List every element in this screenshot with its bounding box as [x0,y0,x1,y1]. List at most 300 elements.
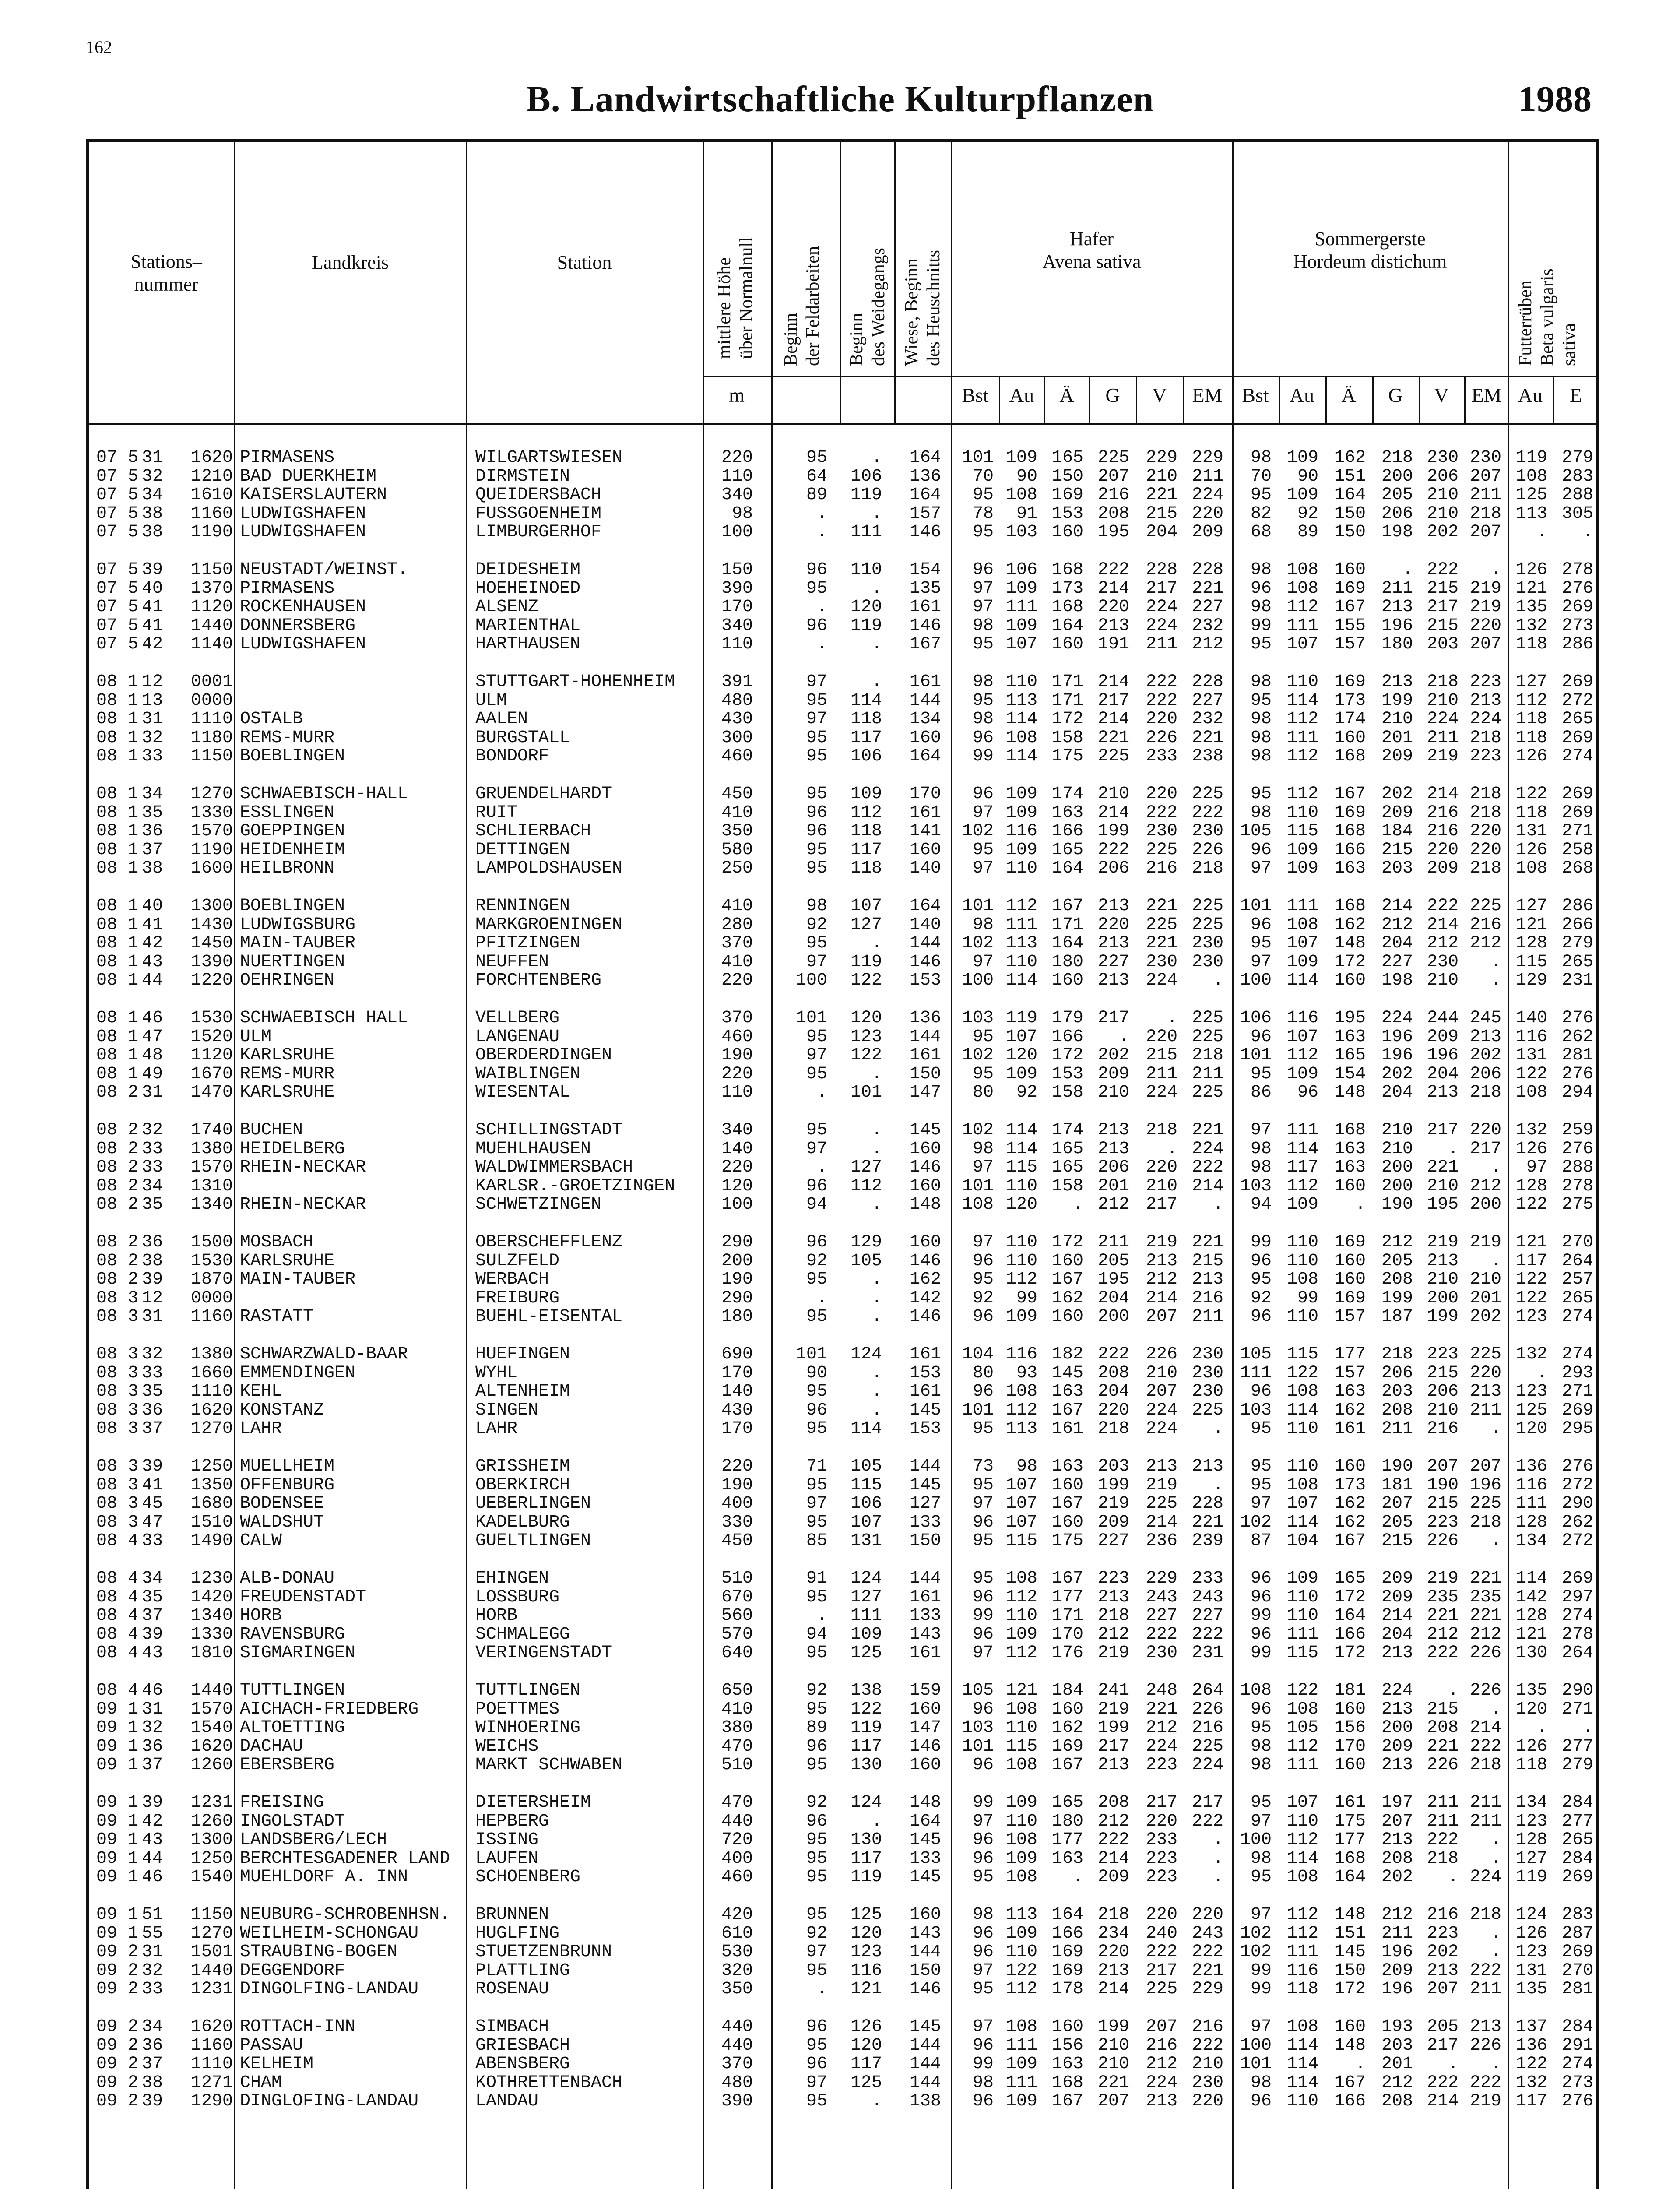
cell-hafer-g: 227 [1097,952,1129,972]
cell-n4: 1230 [190,1569,233,1588]
table-row [0,859,1680,878]
cell-h: 370 [721,933,753,954]
cell-hafer-ae: 158 [1051,1176,1083,1196]
cell-gerste-ae: 167 [1334,597,1366,617]
cell-hafer-em: 211 [1191,1307,1223,1327]
header-weidegang: Beginn des Weidegangs [847,248,889,366]
cell-n1: 08 [96,1027,117,1047]
cell-n4: 1310 [190,1176,233,1196]
cell-hafer-ae: 160 [1051,1512,1083,1532]
cell-station: GUELTLINGEN [475,1531,591,1551]
cell-gerste-g: 201 [1381,728,1413,748]
cell-rueben-au: 134 [1515,1531,1547,1551]
cell-n2: 4 [127,1606,138,1626]
cell-rueben-au: 120 [1515,1419,1547,1439]
cell-n3: 33 [141,1531,163,1551]
cell-gerste-au: 109 [1286,485,1318,505]
cell-gerste-ae: 169 [1334,1232,1366,1252]
cell-gerste-bst: 95 [1250,485,1272,505]
cell-gerste-em: 222 [1469,2073,1501,2093]
cell-gerste-v: 244 [1427,1008,1459,1028]
cell-n2: 2 [127,2054,138,2074]
cell-h: 460 [721,1027,753,1047]
cell-hafer-em: 212 [1191,634,1223,655]
cell-hafer-ae: 169 [1051,1736,1083,1756]
cell-gerste-bst: 100 [1240,1830,1272,1850]
cell-station: KARLSR.-GROETZINGEN [475,1176,675,1196]
cell-h: 380 [721,1718,753,1738]
cell-n4: 0000 [190,1288,233,1308]
cell-n1: 08 [96,1606,117,1626]
cell-hafer-v: 224 [1146,597,1177,617]
table-row [0,822,1680,841]
cell-gerste-au: 115 [1286,821,1318,841]
cell-wg: 109 [850,1624,882,1644]
cell-fa: . [816,522,827,542]
cell-n1: 08 [96,1624,117,1644]
page-year: 1988 [1518,79,1592,120]
cell-gerste-bst: 98 [1250,597,1272,617]
cell-fa: 95 [806,1905,827,1925]
cell-gerste-au: 112 [1286,1923,1318,1943]
cell-hs: 142 [909,1288,941,1308]
cell-rueben-au: 125 [1515,485,1547,505]
cell-gerste-bst: 98 [1250,802,1272,823]
cell-hs: 147 [909,1083,941,1103]
cell-rueben-e: 268 [1561,859,1593,879]
cell-gerste-au: 112 [1286,1905,1318,1925]
cell-gerste-em: . [1490,1251,1501,1271]
cell-n2: 4 [127,1624,138,1644]
cell-fa: . [816,1083,827,1103]
cell-hafer-au: 92 [1016,1083,1037,1103]
cell-gerste-bst: 105 [1240,821,1272,841]
cell-h: 250 [721,859,753,879]
cell-rueben-e: 288 [1561,1158,1593,1178]
cell-gerste-v: 217 [1427,1120,1459,1140]
cell-hafer-bst: 70 [972,466,994,486]
cell-gerste-bst: 86 [1250,1083,1272,1103]
cell-rueben-e: 275 [1561,1195,1593,1215]
cell-n2: 1 [127,1008,138,1028]
cell-hs: 157 [909,503,941,524]
cell-fa: 95 [806,859,827,879]
cell-n4: 1190 [190,522,233,542]
cell-hafer-au: 109 [1005,1624,1037,1644]
cell-wg: 106 [850,466,882,486]
cell-rueben-e: 305 [1561,503,1593,524]
cell-gerste-v: 235 [1427,1587,1459,1607]
cell-gerste-au: 110 [1286,1232,1318,1252]
cell-rueben-au: 122 [1515,1195,1547,1215]
cell-n1: 08 [96,896,117,916]
cell-hafer-v: 215 [1146,503,1177,524]
cell-hafer-em: 225 [1191,784,1223,804]
cell-n4: 1330 [190,802,233,823]
cell-rueben-au: 121 [1515,1624,1547,1644]
cell-hafer-au: 114 [1005,746,1037,767]
cell-hafer-ae: 164 [1051,1905,1083,1925]
cell-n2: 1 [127,1027,138,1047]
cell-landkreis: OSTALB [240,709,303,729]
cell-hafer-g: 210 [1097,1083,1129,1103]
cell-fa: 96 [806,560,827,580]
cell-n2: 5 [127,616,138,636]
cell-n2: 1 [127,1718,138,1738]
cell-gerste-ae: 172 [1334,1643,1366,1663]
cell-n4: 1231 [190,1793,233,1812]
cell-rueben-au: 117 [1515,2091,1547,2112]
cell-gerste-bst: 95 [1250,1419,1272,1439]
cell-n1: 08 [96,952,117,972]
cell-rueben-e: 265 [1561,952,1593,972]
cell-gerste-ae: 163 [1334,859,1366,879]
cell-hafer-au: 107 [1005,1027,1037,1047]
cell-landkreis: RHEIN-NECKAR [240,1195,366,1215]
cell-hs: 161 [909,1643,941,1663]
cell-n2: 2 [127,2035,138,2055]
cell-gerste-em: . [1490,971,1501,991]
cell-n4: 1150 [190,560,233,580]
cell-n4: 1501 [190,1942,233,1962]
cell-wg: . [871,448,882,468]
cell-landkreis: DINGOLFING-LANDAU [240,1979,419,1999]
cell-n1: 08 [96,1681,117,1700]
cell-station: KOTHRETTENBACH [475,2073,623,2093]
table-row [0,635,1680,654]
cell-hs: 164 [909,485,941,505]
cell-h: 190 [721,1045,753,1066]
cell-gerste-bst: 96 [1250,2091,1272,2112]
cell-hafer-g: 206 [1097,1158,1129,1178]
cell-hafer-em: 220 [1191,503,1223,524]
cell-n2: 1 [127,1755,138,1775]
cell-gerste-v: 216 [1427,821,1459,841]
cell-gerste-v: 212 [1427,1624,1459,1644]
cell-gerste-v: 223 [1427,1512,1459,1532]
cell-station: RUIT [475,802,518,823]
cell-rueben-au: 116 [1515,1027,1547,1047]
cell-h: 350 [721,821,753,841]
cell-wg: 117 [850,1848,882,1869]
cell-gerste-em: 202 [1469,1307,1501,1327]
cell-gerste-v: 210 [1427,503,1459,524]
cell-landkreis: RASTATT [240,1307,314,1327]
cell-hafer-g: 213 [1097,1139,1129,1159]
cell-hafer-em: 225 [1191,1400,1223,1420]
cell-gerste-au: 105 [1286,1718,1318,1738]
cell-hafer-ae: 177 [1051,1587,1083,1607]
cell-gerste-ae: . [1355,1195,1366,1215]
cell-hafer-em: . [1213,1830,1223,1850]
cell-hafer-ae: 163 [1051,1848,1083,1869]
cell-gerste-g: 197 [1381,1793,1413,1812]
cell-hafer-au: 115 [1005,1158,1037,1178]
cell-hafer-v: 216 [1146,2035,1177,2055]
table-row [0,673,1680,691]
cell-hafer-g: 225 [1097,448,1129,468]
cell-n4: 1110 [190,1382,233,1402]
cell-n1: 09 [96,1699,117,1719]
cell-hafer-em: 222 [1191,802,1223,823]
table-row [0,710,1680,728]
cell-hafer-bst: 97 [972,952,994,972]
cell-wg: 138 [850,1681,882,1700]
cell-n3: 33 [141,1158,163,1178]
cell-gerste-em: 219 [1469,2091,1501,2112]
cell-gerste-ae: 169 [1334,672,1366,692]
cell-gerste-g: 218 [1381,1344,1413,1364]
cell-n3: 33 [141,1979,163,1999]
cell-n4: 1210 [190,466,233,486]
cell-hafer-g: 209 [1097,1064,1129,1084]
table-row [0,1794,1680,1812]
cell-wg: 109 [850,784,882,804]
cell-h: 470 [721,1793,753,1812]
unit-m: m [729,384,745,406]
cell-hafer-v: 221 [1146,933,1177,954]
cell-n3: 39 [141,1270,163,1290]
cell-hafer-au: 113 [1005,1905,1037,1925]
cell-rueben-au: 112 [1515,690,1547,711]
cell-gerste-em: . [1490,1848,1501,1869]
table-row [0,1831,1680,1849]
cell-rueben-au: 126 [1515,1736,1547,1756]
cell-hafer-v: 213 [1146,1251,1177,1271]
cell-n3: 35 [141,1195,163,1215]
cell-rueben-e: 272 [1561,690,1593,711]
cell-hafer-bst: 96 [972,1942,994,1962]
cell-hafer-g: 203 [1097,1457,1129,1476]
cell-hafer-g: 222 [1097,1344,1129,1364]
cell-gerste-v: 219 [1427,1569,1459,1588]
cell-wg: 125 [850,1905,882,1925]
cell-gerste-bst: 98 [1250,1158,1272,1178]
cell-rueben-au: 108 [1515,1083,1547,1103]
cell-hafer-bst: 101 [962,896,994,916]
cell-rueben-au: 131 [1515,821,1547,841]
cell-h: 220 [721,1064,753,1084]
cell-hafer-bst: 99 [972,1793,994,1812]
cell-fa: 95 [806,1120,827,1140]
cell-gerste-em: 218 [1469,784,1501,804]
cell-gerste-bst: 95 [1250,634,1272,655]
cell-h: 400 [721,1848,753,1869]
cell-hs: 144 [909,2073,941,2093]
cell-gerste-g: 213 [1381,1830,1413,1850]
cell-h: 370 [721,1008,753,1028]
cell-hafer-v: 222 [1146,690,1177,711]
cell-gerste-v: 210 [1427,971,1459,991]
cell-gerste-g: 209 [1381,802,1413,823]
sub-rule [1089,376,1090,423]
cell-gerste-em: . [1490,2054,1501,2074]
cell-hafer-bst: 78 [972,503,994,524]
cell-hafer-au: 108 [1005,485,1037,505]
cell-n1: 09 [96,1793,117,1812]
cell-hafer-au: 109 [1005,1064,1037,1084]
cell-gerste-au: 116 [1286,1008,1318,1028]
cell-wg: 114 [850,690,882,711]
cell-n2: 2 [127,1251,138,1271]
cell-n1: 07 [96,634,117,655]
cell-n2: 5 [127,485,138,505]
cell-hafer-g: 223 [1097,1569,1129,1588]
cell-hafer-au: 115 [1005,1531,1037,1551]
cell-n2: 3 [127,1344,138,1364]
cell-gerste-au: 107 [1286,1793,1318,1812]
cell-hafer-au: 110 [1005,1718,1037,1738]
cell-wg: 105 [850,1457,882,1476]
cell-gerste-au: 110 [1286,1307,1318,1327]
cell-gerste-em: 218 [1469,1755,1501,1775]
cell-gerste-g: 187 [1381,1307,1413,1327]
cell-n2: 3 [127,1288,138,1308]
cell-rueben-e: 271 [1561,1699,1593,1719]
cell-rueben-e: 279 [1561,448,1593,468]
cell-gerste-ae: 148 [1334,2035,1366,2055]
cell-gerste-v: 220 [1427,840,1459,860]
cell-hafer-au: 109 [1005,1923,1037,1943]
cell-hs: 148 [909,1195,941,1215]
cell-gerste-bst: 87 [1250,1531,1272,1551]
cell-h: 480 [721,2073,753,2093]
cell-station: LOSSBURG [475,1587,560,1607]
cell-gerste-au: 110 [1286,802,1318,823]
cell-hafer-ae: 169 [1051,1942,1083,1962]
cell-hafer-au: 99 [1016,1288,1037,1308]
cell-gerste-au: 109 [1286,859,1318,879]
cell-hafer-v: 217 [1146,578,1177,598]
cell-wg: 107 [850,896,882,916]
cell-n3: 44 [141,1848,163,1869]
cell-hs: 141 [909,821,941,841]
cell-gerste-bst: 82 [1250,503,1272,524]
cell-fa: 95 [806,746,827,767]
cell-n3: 34 [141,1569,163,1588]
cell-hafer-v: . [1167,1139,1177,1159]
cell-n1: 07 [96,466,117,486]
cell-gerste-bst: 95 [1250,1475,1272,1495]
cell-gerste-bst: 96 [1250,1382,1272,1402]
cell-station: SINGEN [475,1400,539,1420]
cell-gerste-ae: 169 [1334,578,1366,598]
cell-hafer-bst: 95 [972,1064,994,1084]
table-row [0,1028,1680,1046]
cell-fa: 92 [806,1923,827,1943]
cell-hafer-v: 213 [1146,2091,1177,2112]
cell-fa: . [816,1979,827,1999]
cell-rueben-e: 262 [1561,1512,1593,1532]
cell-n2: 2 [127,1176,138,1196]
cell-n3: 34 [141,485,163,505]
cell-h: 98 [731,503,753,524]
cell-gerste-au: 112 [1286,597,1318,617]
cell-gerste-em: . [1490,1419,1501,1439]
cell-station: ABENSBERG [475,2054,570,2074]
cell-rueben-e: 258 [1561,840,1593,860]
cell-hs: 164 [909,896,941,916]
cell-rueben-au: 142 [1515,1587,1547,1607]
cell-n3: 35 [141,802,163,823]
table-row [0,934,1680,953]
cell-gerste-bst: 92 [1250,1288,1272,1308]
cell-rueben-e: 274 [1561,1344,1593,1364]
cell-gerste-em: 230 [1469,448,1501,468]
cell-rueben-au: . [1536,522,1547,542]
cell-gerste-g: 205 [1381,1251,1413,1271]
cell-hafer-em: 232 [1191,616,1223,636]
cell-fa: 96 [806,1232,827,1252]
cell-gerste-v: 216 [1427,1905,1459,1925]
cell-gerste-v: 202 [1427,1942,1459,1962]
cell-hafer-bst: 97 [972,1494,994,1514]
cell-rueben-au: 123 [1515,1382,1547,1402]
cell-gerste-ae: 164 [1334,1606,1366,1626]
cell-n2: 2 [127,2091,138,2112]
cell-n2: 2 [127,1960,138,1981]
cell-rueben-au: 118 [1515,634,1547,655]
cell-rueben-e: 283 [1561,1905,1593,1925]
cell-fa: 95 [806,728,827,748]
cell-fa: 95 [806,933,827,954]
cell-n2: 1 [127,1699,138,1719]
cell-wg: 126 [850,2017,882,2037]
cell-n4: 1520 [190,1027,233,1047]
cell-hafer-au: 108 [1005,1867,1037,1887]
cell-h: 140 [721,1382,753,1402]
cell-hafer-bst: 99 [972,1606,994,1626]
cell-hafer-v: 207 [1146,1382,1177,1402]
cell-hs: 159 [909,1681,941,1700]
cell-hafer-au: 120 [1005,1045,1037,1066]
cell-hafer-em: 225 [1191,1027,1223,1047]
cell-hafer-g: 212 [1097,1811,1129,1831]
cell-rueben-e: 269 [1561,672,1593,692]
cell-hafer-v: 222 [1146,1942,1177,1962]
cell-n4: 1430 [190,915,233,935]
cell-hafer-ae: 168 [1051,2073,1083,2093]
cell-n4: 1120 [190,597,233,617]
cell-gerste-em: 220 [1469,1120,1501,1140]
cell-gerste-em: 221 [1469,1569,1501,1588]
cell-n1: 08 [96,1475,117,1495]
cell-n4: 1510 [190,1512,233,1532]
cell-hafer-au: 112 [1005,1587,1037,1607]
cell-h: 430 [721,1400,753,1420]
cell-wg: . [871,1195,882,1215]
cell-hafer-ae: 160 [1051,2017,1083,2037]
cell-n2: 1 [127,1923,138,1943]
cell-gerste-v: 207 [1427,1979,1459,1999]
cell-hafer-em: 225 [1191,915,1223,935]
cell-landkreis: BUCHEN [240,1120,303,1140]
cell-n4: 1300 [190,896,233,916]
table-row [0,971,1680,990]
cell-hafer-bst: 97 [972,597,994,617]
cell-gerste-ae: 168 [1334,1848,1366,1869]
cell-station: MARKT SCHWABEN [475,1755,623,1775]
cell-gerste-g: 209 [1381,1569,1413,1588]
cell-n2: 3 [127,1419,138,1439]
cell-hafer-v: 222 [1146,672,1177,692]
cell-station: HUEFINGEN [475,1344,570,1364]
cell-wg: 121 [850,1979,882,1999]
cell-hafer-bst: 95 [972,1475,994,1495]
cell-hafer-g: 210 [1097,2035,1129,2055]
cell-hafer-ae: 171 [1051,672,1083,692]
cell-gerste-au: 108 [1286,2017,1318,2037]
